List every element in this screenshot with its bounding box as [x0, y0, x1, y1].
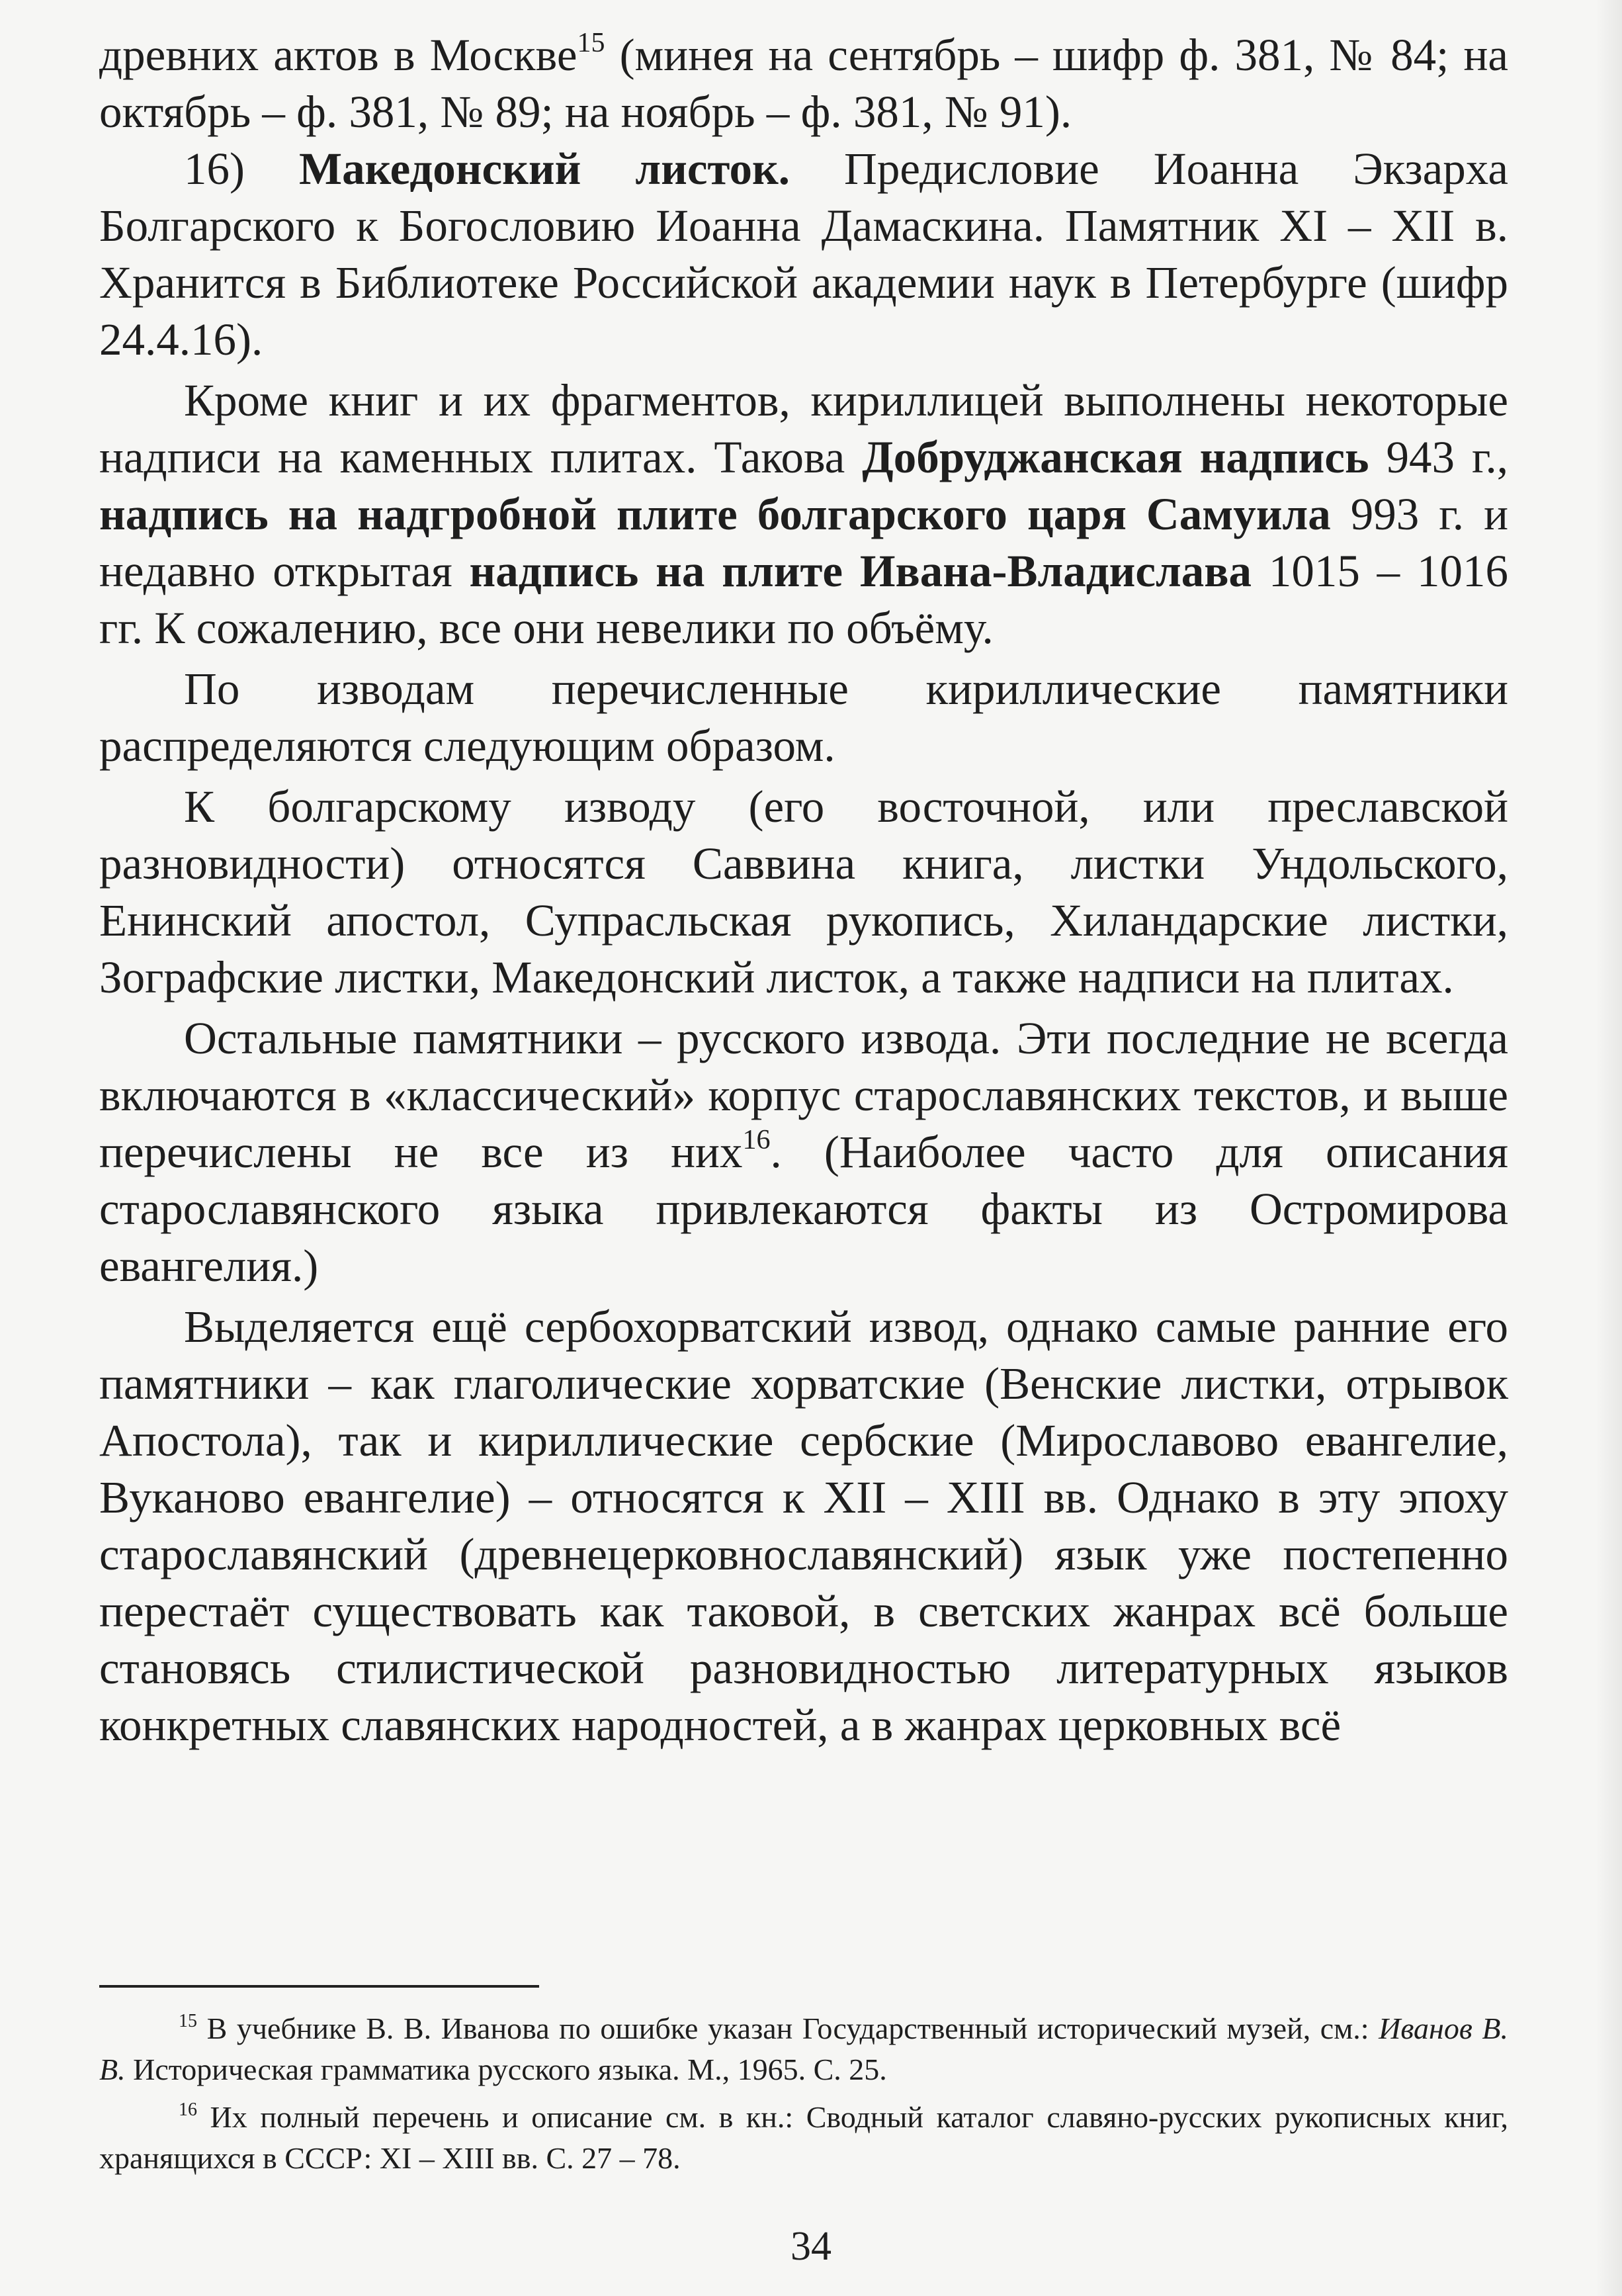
paragraph-1: древних актов в Москве$^{15}$ (минея на сентябрь – шифр ф. 381, № 84; на октябрь – ф. 381, № 89; на ноябрь – ф. 381, № 91). [99, 28, 1509, 137]
macedonian-leaf-title: Македонский листок. [298, 144, 790, 194]
page-body [99, 26, 1508, 1753]
paragraph-4: По изводам перечисленные кириллические памятники распределяются следующим образом. [99, 664, 1508, 771]
page-number: 34 [790, 2224, 832, 2269]
main-text [99, 26, 1508, 1753]
footnote-ref-15: 15 [577, 28, 605, 58]
footnote-16: $^{16}$ Их полный перечень и описание см. в кн.: Сводный каталог славяно-русских рукописных книг, хранящихся в СССР: XI – XIII вв. С. 27 – 78. [99, 2099, 1508, 2175]
footnotes [99, 2008, 1508, 2186]
footnote-ref-16: 16 [742, 1125, 771, 1155]
footnote-divider [99, 1985, 539, 1988]
page-edge-shadow [1596, 0, 1622, 2296]
paragraph-2: 16) Македонский листок. Предисловие Иоанна Экзарха Болгарского к Богословию Иоанна Дамаскина. Памятник XI – XII в. Хранится в Библиотеке Российской академии наук в Петербурге (шифр 24.4.16). [99, 144, 1508, 365]
paragraph-7: Выделяется ещё сербохорватский извод, однако самые ранние его памятники – как глаголические хорватские (Венские листки, отрывок Апостола), так и кириллические сербские (Мирославово евангелие, Вуканово евангелие) – относятся к XII – XIII вв. Однако в эту эпоху старославянский (древнецерковнославянский) язык уже постепенно перестаёт существовать как таковой, в светских жанрах всё больше становясь стилистической разновидностью литературных языков конкретных славянских народностей, а в жанрах церковных всё [99, 1302, 1508, 1750]
paragraph-5: К болгарскому изводу (его восточной, или преславской разновидности) относятся Саввина книга, листки Ундольского, Енинский апостол, Супрасльская рукопись, Хиландарские листки, Зографские листки, Македонский листок, а также надписи на плитах. [99, 781, 1508, 1002]
paragraph-3: Кроме книг и их фрагментов, кириллицей выполнены некоторые надписи на каменных плитах. Такова Добруджанская надпись 943 г., надпись на надгробной плите болгарского царя Самуила 993 г. и недавно открытая надпись на плите Ивана-Владислава 1015 – 1016 гг. К сожалению, все они невелики по объёму. [99, 375, 1509, 653]
paragraph-6: Остальные памятники – русского извода. Эти последние не всегда включаются в «классический» корпус старославянских текстов, и выше перечислены не все из них$^{16}$. (Наиболее часто для описания старославянского языка привлекаются факты из Остромирова евангелия.) [99, 1013, 1508, 1291]
footnote-15: $^{15}$ В учебнике В. В. Иванова по ошибке указан Государственный исторический музей, см.: Иванов В. В. Историческая грамматика русского языка. М., 1965. С. 25. [99, 2011, 1509, 2086]
